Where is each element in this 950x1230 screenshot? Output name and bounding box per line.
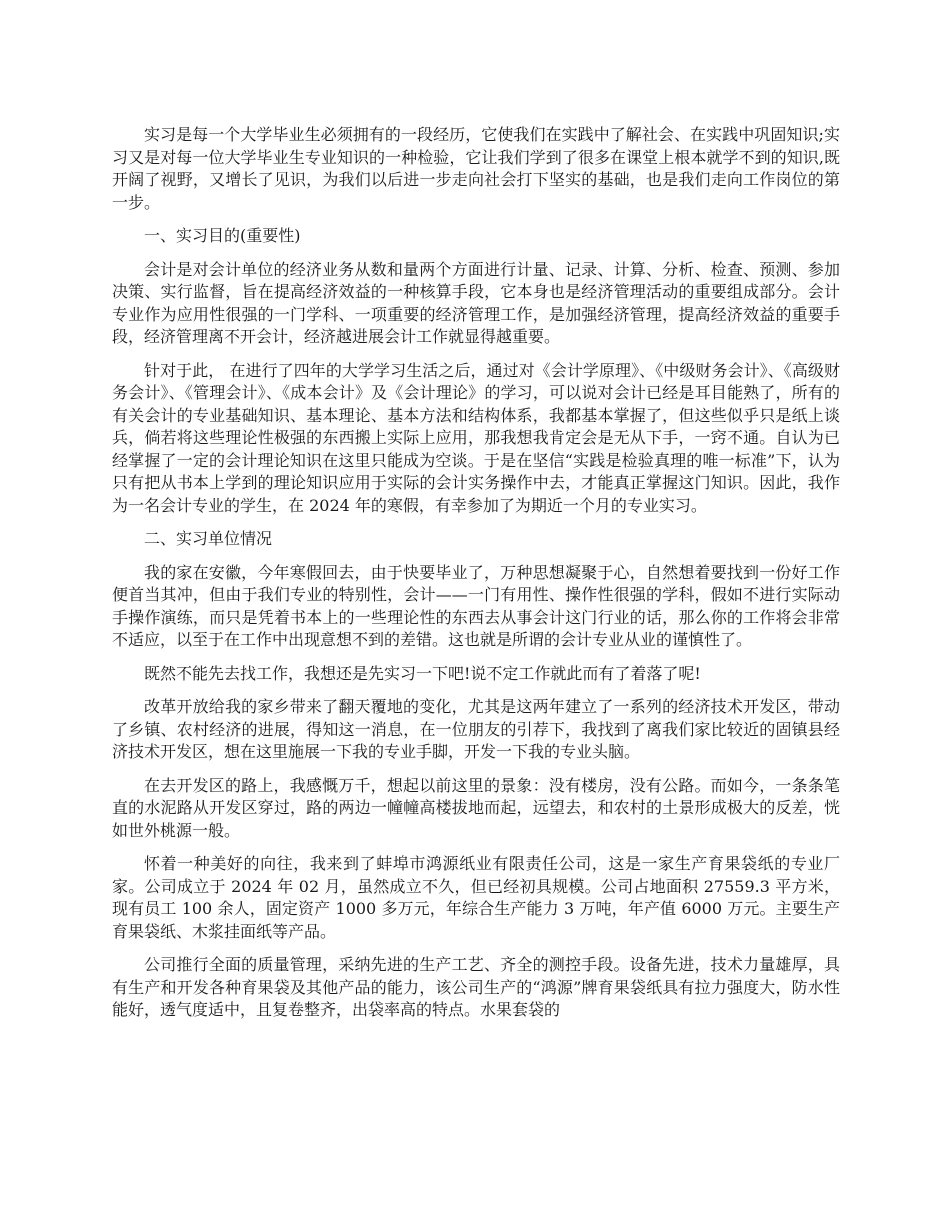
paragraph-study-background: 针对于此， 在进行了四年的大学学习生活之后，通过对《会计学原理》、《中级财务会计》、《高级财务会计》、《管理会计》、《成本会计》及《会计理论》的学习，可以说对会计已经是耳目能熟了，所有的有关会计的专业基础知识、基本理论、基本方法和结构体系，我都基本掌握了，但这些似乎只是纸上谈兵，倘若将这些理论性极强的东西搬上实际上应用，那我想我肯定会是无从下手，一窍不通。自认为已经掌握了一定的会计理论知识在这里只能成为空谈。于是在坚信“实践是检验真理的唯一标准”下，认为只有把从书本上学到的理论知识应用于实际的会计实务操作中去，才能真正掌握这门知识。因此，我作为一名会计专业的学生，在 2024 年的寒假，有幸参加了为期近一个月的专业实习。 xyxy=(112,360,840,515)
intro-paragraph: 实习是每一个大学毕业生必须拥有的一段经历，它使我们在实践中了解社会、在实践中巩固知识;实习又是对每一位大学毕业生专业知识的一种检验，它让我们学到了很多在课堂上根本就学不到的知识,既开阔了视野，又增长了见识，为我们以后进一步走向社会打下坚实的基础，也是我们走向工作岗位的第一步。 xyxy=(112,125,840,212)
section-heading-purpose: 一、实习目的(重要性) xyxy=(144,226,301,245)
paragraph-quality-management: 公司推行全面的质量管理，采纳先进的生产工艺、齐全的测控手段。设备先进，技术力量雄厚，具有生产和开发各种育果袋及其他产品的能力，该公司生产的“鸿源”牌育果袋纸具有拉力强度大，防水性能好，透气度适中，且复卷整齐，出袋率高的特点。水果套袋的 xyxy=(112,955,840,1019)
paragraph-road-scenery: 在去开发区的路上，我感慨万千，想起以前这里的景象：没有楼房，没有公路。而如今，一条条笔直的水泥路从开发区穿过，路的两边一幢幢高楼拔地而起，远望去，和农村的土景形成极大的反差，恍如世外桃源一般。 xyxy=(112,775,840,840)
paragraph-internship-decision: 既然不能先去找工作，我想还是先实习一下吧!说不定工作就此而有了着落了呢! xyxy=(144,663,701,683)
paragraph-company-profile: 怀着一种美好的向往，我来到了蚌埠市鸿源纸业有限责任公司，这是一家生产育果袋纸的专业厂家。公司成立于 2024 年 02 月，虽然成立不久，但已经初具规模。公司占地面积 27559.3 平方米，现有员工 100 余人，固定资产 1000 多万元，年综合生产能力 3 万吨，年产值 6000 万元。主要生产育果袋纸、木浆挂面纸等产品。 xyxy=(112,854,840,941)
document-body xyxy=(112,124,840,1033)
section-heading-unit: 二、实习单位情况 xyxy=(144,529,273,548)
paragraph-development-zone: 改革开放给我的家乡带来了翻天覆地的变化，尤其是这两年建立了一系列的经济技术开发区，带动了乡镇、农村经济的进展，得知这一消息，在一位朋友的引荐下，我找到了离我们家比较近的固镇县经济技术开发区，想在这里施展一下我的专业手脚，开发一下我的专业头脑。 xyxy=(112,697,840,761)
paragraph-hometown: 我的家在安徽，今年寒假回去，由于快要毕业了，万种思想凝聚于心，自然想着要找到一份好工作便首当其冲，但由于我们专业的特别性，会计——一门有用性、操作性很强的学科，假如不进行实际动手操作演练，而只是凭着书本上的一些理论性的东西去从事会计这门行业的话，那么你的工作将会非常不适应，以至于在工作中出现意想不到的差错。这也就是所谓的会计专业从业的谨慎性了。 xyxy=(112,562,840,649)
paragraph-accounting-definition: 会计是对会计单位的经济业务从数和量两个方面进行计量、记录、计算、分析、检查、预测、参加决策、实行监督，旨在提高经济效益的一种核算手段，它本身也是经济管理活动的重要组成部分。会计专业作为应用性很强的一门学科、一项重要的经济管理工作，是加强经济管理，提高经济效益的重要手段，经济管理离不开会计，经济越进展会计工作就显得越重要。 xyxy=(112,259,840,346)
